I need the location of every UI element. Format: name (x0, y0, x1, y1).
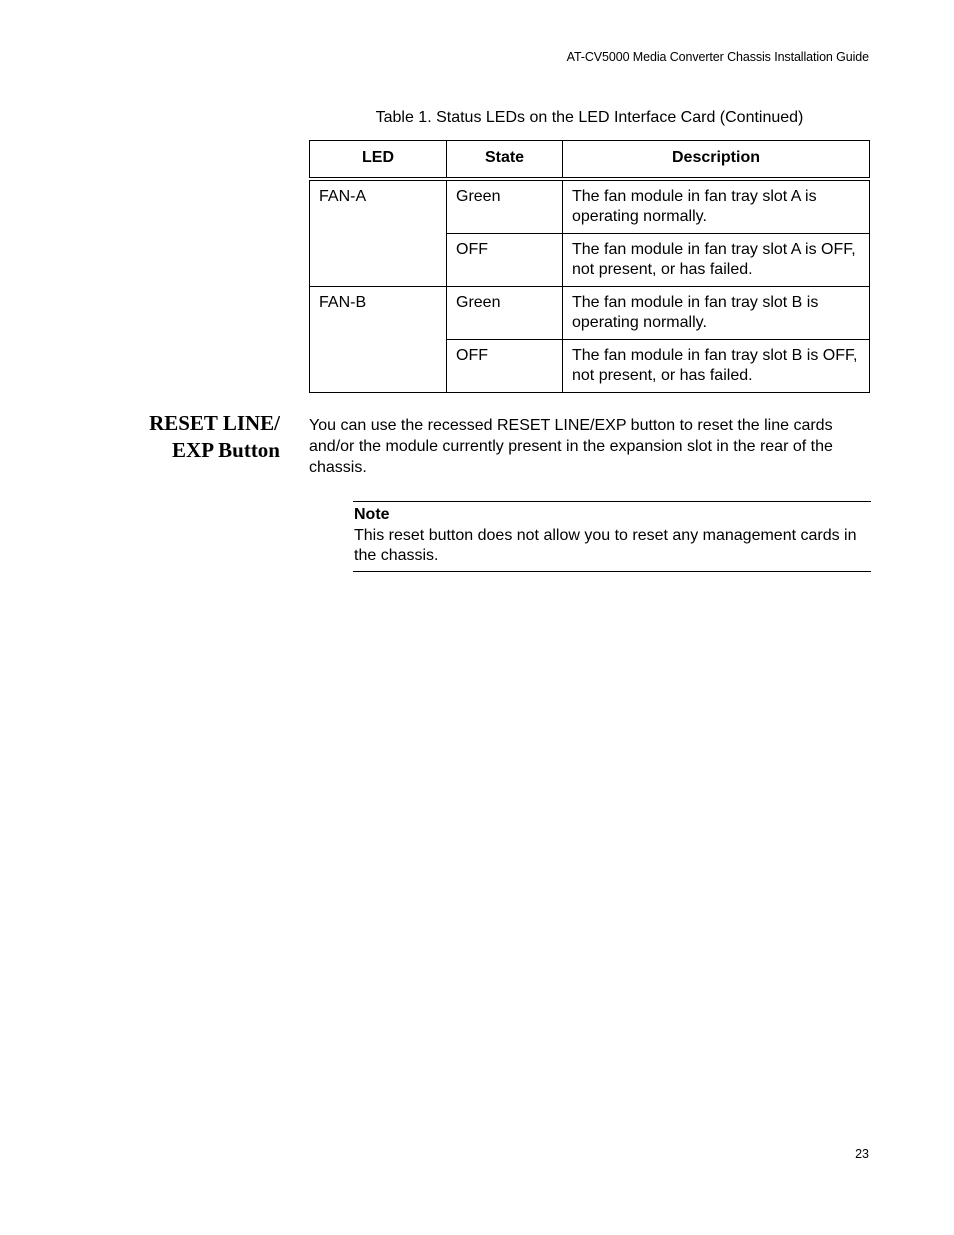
section-heading-line-2: EXP Button (172, 438, 280, 462)
column-header-state: State (447, 141, 563, 180)
status-led-table (309, 140, 870, 393)
led-cell: FAN-A (310, 179, 447, 287)
section-body-paragraph: You can use the recessed RESET LINE/EXP button to reset the line cards and/or the module currently present in the expansion slot in the rear of the chassis. (309, 417, 833, 476)
led-cell: FAN-B (310, 287, 447, 393)
state-cell: OFF (447, 340, 563, 393)
table-caption: Table 1. Status LEDs on the LED Interface Card (Continued) (375, 109, 804, 126)
table-header-row (310, 141, 870, 180)
description-cell: The fan module in fan tray slot B is OFF, not present, or has failed. (563, 340, 870, 393)
description-cell: The fan module in fan tray slot B is operating normally. (563, 287, 870, 340)
note-title: Note (354, 506, 390, 523)
description-cell: The fan module in fan tray slot A is operating normally. (563, 179, 870, 234)
state-cell: Green (447, 179, 563, 234)
note-text: This reset button does not allow you to reset any management cards in the chassis. (354, 527, 857, 564)
description-cell: The fan module in fan tray slot A is OFF, not present, or has failed. (563, 234, 870, 287)
state-cell: OFF (447, 234, 563, 287)
page-number: 23 (855, 1147, 869, 1161)
section-heading-line-1: RESET LINE/ (149, 411, 280, 435)
column-header-led: LED (310, 141, 447, 180)
running-header: AT-CV5000 Media Converter Chassis Installation Guide (566, 50, 869, 64)
column-header-description: Description (563, 141, 870, 180)
state-cell: Green (447, 287, 563, 340)
section-heading (120, 410, 280, 464)
table-row (310, 287, 870, 340)
note-box (353, 501, 871, 572)
table-row (310, 179, 870, 234)
